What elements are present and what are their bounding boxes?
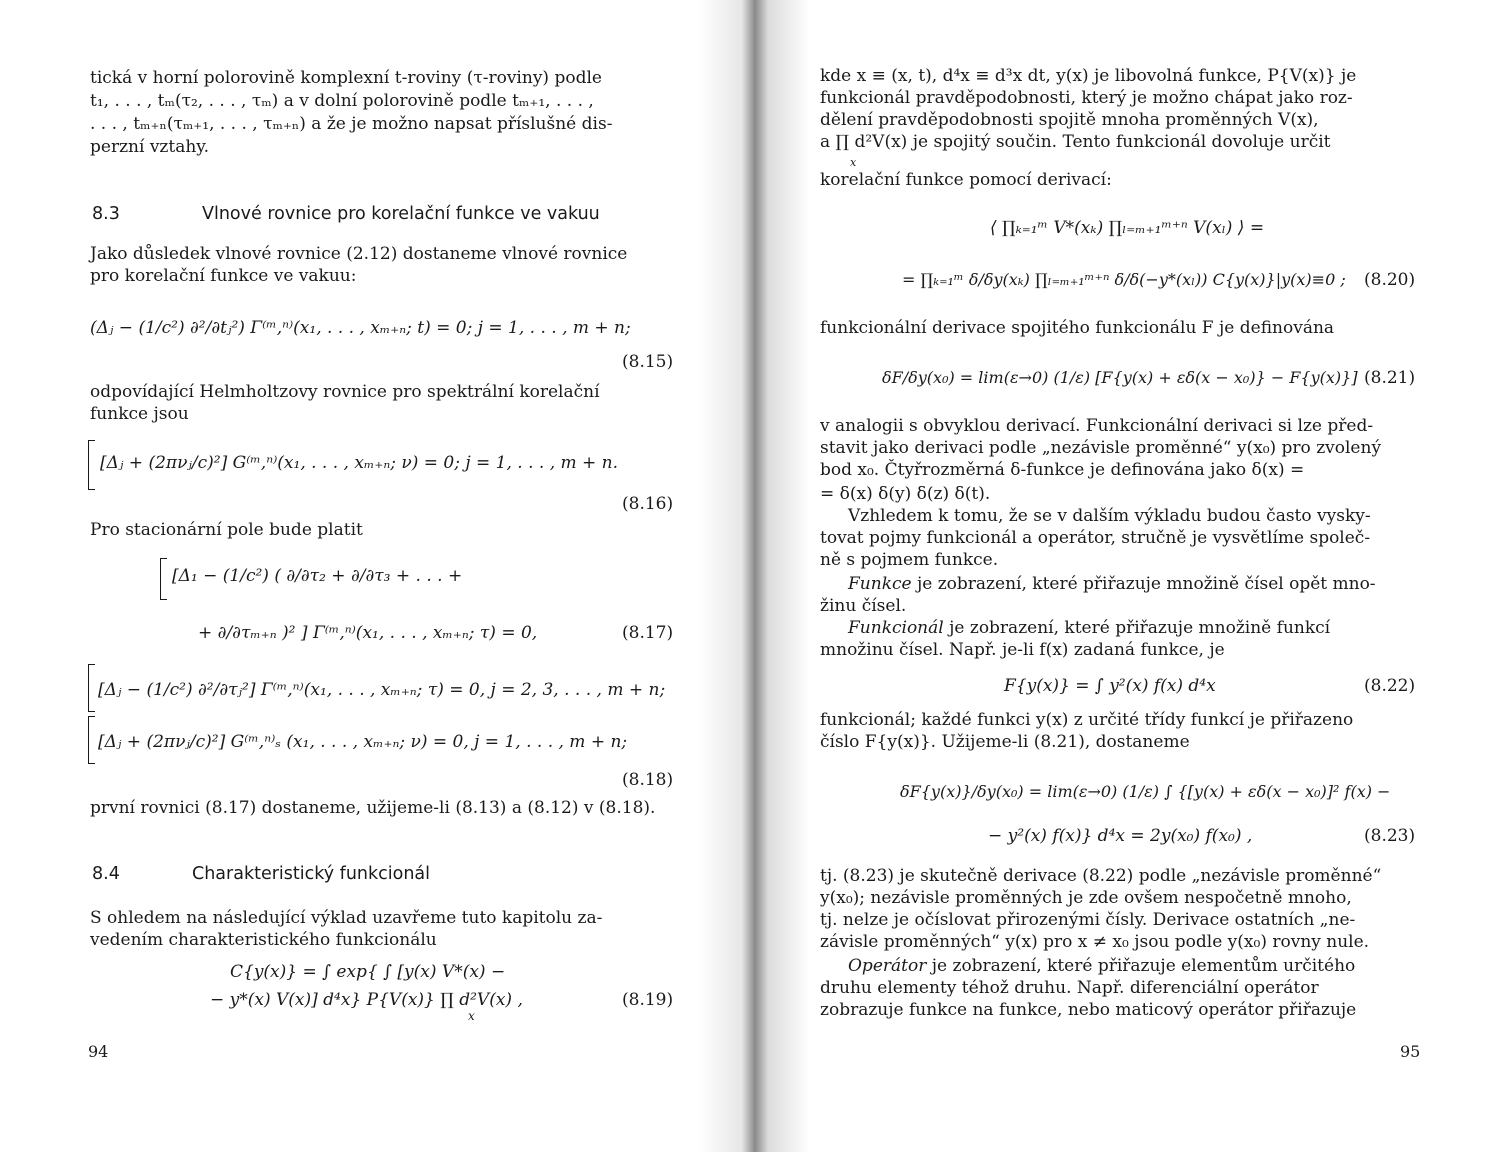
equation-8-15: (Δⱼ − (1/c²) ∂²/∂tⱼ²) Γ⁽ᵐ,ⁿ⁾(x₁, . . . , xₘ₊ₙ; t) = 0; j = 1, . . . , m + n; xyxy=(90,318,631,338)
p1-line-1: Jako důsledek vlnové rovnice (2.12) dostaneme vlnové rovnice xyxy=(90,244,628,264)
intro-line-2: t₁, . . . , tₘ(τ₂, . . . , τₘ) a v dolní polorovině podle tₘ₊₁, . . . , xyxy=(90,91,594,111)
r-p3-line-2: stavit jako derivaci podle „nezávisle proměnné“ y(x₀) pro zvolený xyxy=(820,438,1382,458)
equation-8-21: δF/δy(x₀) = lim(ε→0) (1/ε) [F{y(x) + εδ(x − x₀)} − F{y(x)}] xyxy=(882,368,1358,387)
r-p4-line-2: tovat pojmy funkcionál a operátor, stručně je vysvětlíme společ- xyxy=(820,528,1371,548)
r-p8-line-1: tj. (8.23) je skutečně derivace (8.22) podle „nezávisle proměnné“ xyxy=(820,866,1382,886)
r-p1-line-5: korelační funkce pomocí derivací: xyxy=(820,170,1112,190)
equation-8-20-line-2: = ∏ₖ₌₁ᵐ δ/δy(xₖ) ∏ₗ₌ₘ₊₁ᵐ⁺ⁿ δ/δ(−y*(xₗ)) C{y(x)}|y(x)≡0 ; xyxy=(902,270,1346,289)
r-p7-line-2: číslo F{y(x)}. Užijeme-li (8.21), dostaneme xyxy=(820,732,1190,752)
r-p6-line-1 xyxy=(848,618,1330,639)
r-p4-line-3: ně s pojmem funkce. xyxy=(820,550,999,570)
r-p8-line-4: závisle proměnných“ y(x) pro x ≠ x₀ jsou podle y(x₀) rovny nule. xyxy=(820,932,1370,952)
intro-line-4: perzní vztahy. xyxy=(90,137,210,157)
r-p9-line-1 xyxy=(848,956,1355,977)
r-p2: funkcionální derivace spojitého funkcionálu F je definována xyxy=(820,318,1335,338)
bracket-left-8-18a xyxy=(88,664,95,712)
bracket-left-8-18b xyxy=(88,716,95,764)
r-p1-line-1: kde x ≡ (x, t), d⁴x ≡ d³x dt, y(x) je libovolná funkce, P{V(x)} je xyxy=(820,66,1357,86)
equation-8-21-label: (8.21) xyxy=(1364,368,1416,388)
equation-8-17-line-1: [Δ₁ − (1/c²) ( ∂/∂τ₂ + ∂/∂τ₃ + . . . + xyxy=(172,566,463,586)
equation-8-22-label: (8.22) xyxy=(1364,676,1416,696)
section-8-3-title: Vlnové rovnice pro korelační funkce ve vakuu xyxy=(202,204,600,224)
bracket-left-8-17 xyxy=(160,558,167,600)
equation-8-23-line-2: − y²(x) f(x)} d⁴x = 2y(x₀) f(x₀) , xyxy=(988,826,1253,846)
section-8-4-number: 8.4 xyxy=(92,864,120,884)
left-page xyxy=(0,0,752,1152)
right-page xyxy=(752,0,1506,1152)
r-p9-line-2: druhu elementy téhož druhu. Např. diferenciální operátor xyxy=(820,978,1319,998)
equation-8-23-line-1: δF{y(x)}/δy(x₀) = lim(ε→0) (1/ε) ∫ {[y(x) + εδ(x − x₀)]² f(x) − xyxy=(900,782,1391,801)
r-p8-line-2: y(x₀); nezávisle proměnných je zde ovšem nespočetně mnoho, xyxy=(820,888,1352,908)
page-number-right: 95 xyxy=(1400,1042,1421,1061)
equation-8-19-line-1: C{y(x)} = ∫ exp{ ∫ [y(x) V*(x) − xyxy=(230,962,506,982)
r-p6-line-2: množinu čísel. Např. je-li f(x) zadaná funkce, je xyxy=(820,640,1225,660)
p3: Pro stacionární pole bude platit xyxy=(90,520,363,540)
equation-8-23-label: (8.23) xyxy=(1364,826,1416,846)
page-number-left: 94 xyxy=(88,1042,109,1061)
p4: první rovnici (8.17) dostaneme, užijeme-li (8.13) a (8.12) v (8.18). xyxy=(90,798,656,818)
equation-8-19-line-2: − y*(x) V(x)] d⁴x} P{V(x)} ∏ d²V(x) , xyxy=(210,990,523,1010)
equation-8-16: [Δⱼ + (2πνⱼ/c)²] G⁽ᵐ,ⁿ⁾(x₁, . . . , xₘ₊ₙ; ν) = 0; j = 1, . . . , m + n. xyxy=(100,453,619,473)
equation-8-15-label: (8.15) xyxy=(622,352,674,372)
r-p9-rest: je zobrazení, které přiřazuje elementům určitého xyxy=(926,956,1356,976)
equation-8-19-label: (8.19) xyxy=(622,990,674,1010)
r-p5-rest: je zobrazení, které přiřazuje množině čísel opět mno- xyxy=(911,574,1376,594)
r-p6-rest: je zobrazení, které přiřazuje množině funkcí xyxy=(943,618,1331,638)
intro-line-1: tická v horní polorovině komplexní t-roviny (τ-roviny) podle xyxy=(90,68,602,88)
p5-line-1: S ohledem na následující výklad uzavřeme tuto kapitolu za- xyxy=(90,908,603,928)
bracket-left-8-16 xyxy=(88,440,95,490)
intro-line-3: . . . , tₘ₊ₙ(τₘ₊₁, . . . , τₘ₊ₙ) a že je možno napsat příslušné dis- xyxy=(90,114,613,134)
equation-8-19-product-index: x xyxy=(468,1009,475,1023)
r-p5-emphasis: Funkce xyxy=(848,574,912,594)
equation-8-18-line-2: [Δⱼ + (2πνⱼ/c)²] G⁽ᵐ,ⁿ⁾ₛ (x₁, . . . , xₘ₊ₙ; ν) = 0, j = 1, . . . , m + n; xyxy=(98,732,628,752)
r-p1-product-index: x xyxy=(850,156,857,169)
r-p1-line-3: dělení pravděpodobnosti spojitě mnoha proměnných V(x), xyxy=(820,110,1319,130)
p2-line-2: funkce jsou xyxy=(90,404,189,424)
p2-line-1: odpovídající Helmholtzovy rovnice pro spektrální korelační xyxy=(90,382,600,402)
equation-8-16-label: (8.16) xyxy=(622,494,674,514)
equation-8-17-label: (8.17) xyxy=(622,623,674,643)
section-8-3-number: 8.3 xyxy=(92,204,120,224)
r-p9-emphasis: Operátor xyxy=(848,956,927,976)
r-p3-line-4: = δ(x) δ(y) δ(z) δ(t). xyxy=(820,484,991,504)
equation-8-18-label: (8.18) xyxy=(622,770,674,790)
r-p5-line-2: žinu čísel. xyxy=(820,596,907,616)
equation-8-20-line-1: ⟨ ∏ₖ₌₁ᵐ V*(xₖ) ∏ₗ₌ₘ₊₁ᵐ⁺ⁿ V(xₗ) ⟩ = xyxy=(990,218,1265,238)
r-p7-line-1: funkcionál; každé funkci y(x) z určité třídy funkcí je přiřazeno xyxy=(820,710,1354,730)
p1-line-2: pro korelační funkce ve vakuu: xyxy=(90,266,357,286)
equation-8-18-line-1: [Δⱼ − (1/c²) ∂²/∂τⱼ²] Γ⁽ᵐ,ⁿ⁾(x₁, . . . , xₘ₊ₙ; τ) = 0, j = 2, 3, . . . , m + n; xyxy=(98,680,666,700)
equation-8-20-label: (8.20) xyxy=(1364,270,1416,290)
r-p8-line-3: tj. nelze je očíslovat přirozenými čísly. Derivace ostatních „ne- xyxy=(820,910,1356,930)
r-p5-line-1 xyxy=(848,574,1376,595)
r-p1-line-2: funkcionál pravděpodobnosti, který je možno chápat jako roz- xyxy=(820,88,1353,108)
p5-line-2: vedením charakteristického funkcionálu xyxy=(90,930,437,950)
r-p3-line-3: bod x₀. Čtyřrozměrná δ-funkce je definována jako δ(x) = xyxy=(820,460,1305,480)
r-p4-line-1: Vzhledem k tomu, že se v dalším výkladu budou často vysky- xyxy=(848,506,1371,526)
r-p6-emphasis: Funkcionál xyxy=(848,618,944,638)
r-p1-line-4: a ∏ d²V(x) je spojitý součin. Tento funkcionál dovoluje určit xyxy=(820,132,1331,152)
equation-8-22: F{y(x)} = ∫ y²(x) f(x) d⁴x xyxy=(1004,676,1216,696)
r-p9-line-3: zobrazuje funkce na funkce, nebo maticový operátor přiřazuje xyxy=(820,1000,1357,1020)
equation-8-17-line-2: + ∂/∂τₘ₊ₙ )² ] Γ⁽ᵐ,ⁿ⁾(x₁, . . . , xₘ₊ₙ; τ) = 0, xyxy=(198,623,538,643)
section-8-4-title: Charakteristický funkcionál xyxy=(192,864,431,884)
r-p3-line-1: v analogii s obvyklou derivací. Funkcionální derivaci si lze před- xyxy=(820,416,1374,436)
